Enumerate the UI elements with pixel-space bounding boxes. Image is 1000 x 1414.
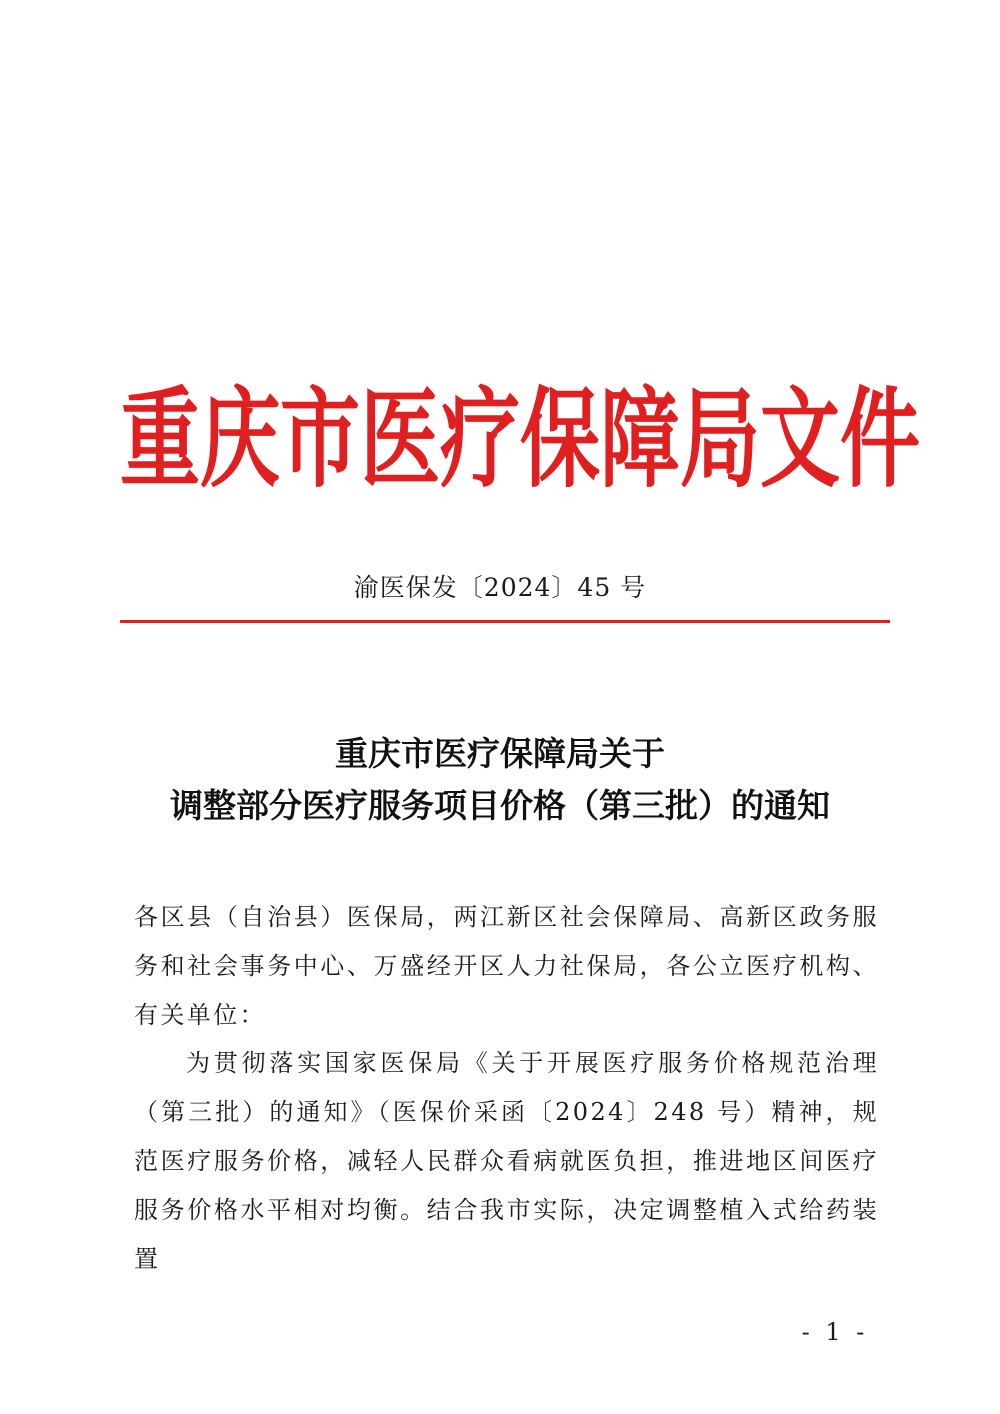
masthead-char: 保 [520,376,600,503]
red-divider-line [120,620,890,623]
notice-body [134,893,879,1283]
masthead-char: 市 [280,376,360,503]
notice-title-line-2: 调整部分医疗服务项目价格（第三批）的通知 [170,786,830,825]
masthead-title [120,370,920,510]
masthead-char: 局 [680,376,760,503]
masthead-char: 庆 [200,376,280,503]
masthead-char: 重 [120,376,200,503]
notice-title [0,728,1000,832]
masthead-char: 障 [600,376,680,503]
notice-title-line-1: 重庆市医疗保障局关于 [335,734,665,773]
masthead-char: 医 [360,376,440,503]
masthead-char: 件 [840,376,920,503]
masthead-char: 文 [760,376,840,503]
masthead-char: 疗 [440,376,520,503]
document-number: 渝医保发〔2024〕45 号 [353,573,647,602]
addressees-paragraph: 各区县（自治县）医保局，两江新区社会保障局、高新区政务服务和社会事务中心、万盛经开区人力社保局，各公立医疗机构、有关单位： [134,903,879,1029]
page-number: - 1 - [801,1318,869,1346]
body-paragraph-1: 为贯彻落实国家医保局《关于开展医疗服务价格规范治理（第三批）的通知》（医保价采函〔2024〕248 号）精神，规范医疗服务价格，减轻人民群众看病就医负担，推进地区间医疗服务价格水平相对均衡。结合我市实际，决定调整植入式给药装置 [134,1049,879,1273]
